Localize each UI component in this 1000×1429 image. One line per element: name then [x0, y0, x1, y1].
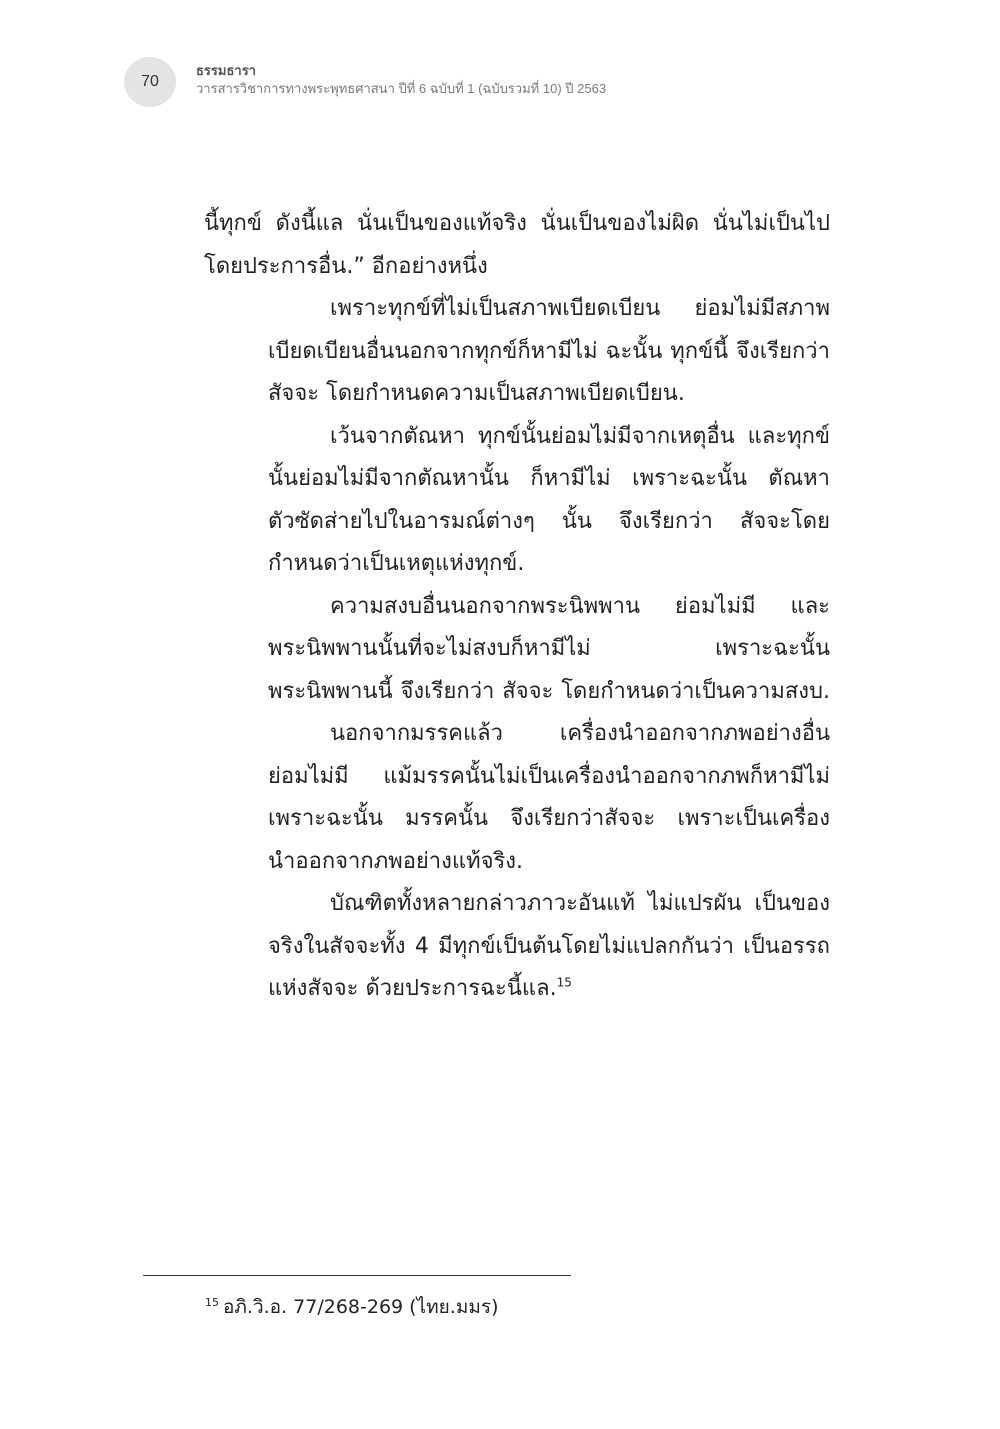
paragraph-line: กำหนดว่าเป็นเหตุแห่งทุกข์. — [268, 551, 525, 576]
paragraph-line: จริงในสัจจะทั้ง 4 มีทุกข์เป็นต้นโดยไม่แปลกกันว่า เป็นอรรถ — [268, 933, 830, 959]
paragraph-line: ความสงบอื่นนอกจากพระนิพพาน ย่อมไม่มี และ — [330, 593, 830, 619]
footnote — [205, 1293, 499, 1321]
paragraph-line: เบียดเบียนอื่นนอกจากทุกข์ก็หามีไม่ ฉะนั้น ทุกข์นี้ จึงเรียกว่า — [268, 338, 830, 364]
footnote-divider — [143, 1275, 571, 1276]
paragraph-line: พระนิพพานนี้ จึงเรียกว่า สัจจะ โดยกำหนดว่าเป็นความสงบ. — [268, 678, 830, 704]
body-text — [204, 203, 830, 1011]
paragraph-line-text: แห่งสัจจะ ด้วยประการฉะนี้แล. — [268, 976, 557, 1001]
paragraph-line: นอกจากมรรคแล้ว เครื่องนำออกจากภพอย่างอื่น — [330, 721, 830, 746]
paragraph-line: ตัวซัดส่ายไปในอารมณ์ต่างๆ นั้น จึงเรียกว่า สัจจะโดย — [268, 508, 830, 534]
paragraph-line: เพราะทุกข์ที่ไม่เป็นสภาพเบียดเบียน ย่อมไม่มีสภาพ — [330, 296, 830, 321]
paragraph-line: นำออกจากภพอย่างแท้จริง. — [268, 848, 524, 874]
paragraph-line-last — [268, 968, 830, 1011]
intro-line: นี้ทุกข์ ดังนี้แล นั่นเป็นของแท้จริง นั่นเป็นของไม่ผิด นั่นไม่เป็นไป — [204, 211, 830, 236]
footnote-text: อภิ.วิ.อ. 77/268-269 (ไทย.มมร) — [223, 1296, 499, 1318]
paragraph-line: บัณฑิตทั้งหลายกล่าวภาวะอันแท้ ไม่แปรผัน เป็นของ — [330, 891, 830, 916]
paragraph-line: สัจจะ โดยกำหนดความเป็นสภาพเบียดเบียน. — [268, 381, 685, 406]
footnote-number: 15 — [205, 1295, 219, 1309]
journal-name: ธรรมธารา — [196, 63, 256, 78]
paragraph-line: นั้นย่อมไม่มีจากตัณหานั้น ก็หามีไม่ เพราะฉะนั้น ตัณหา — [268, 466, 830, 491]
footnote-reference[interactable]: 15 — [556, 975, 572, 990]
running-header — [196, 62, 606, 98]
intro-line: โดยประการอื่น.” อีกอย่างหนึ่ง — [204, 253, 488, 279]
journal-issue: วารสารวิชาการทางพระพุทธศาสนา ปีที่ 6 ฉบับที่ 1 (ฉบับรวมที่ 10) ปี 2563 — [196, 81, 607, 96]
paragraph-line: เพราะฉะนั้น มรรคนั้น จึงเรียกว่าสัจจะ เพราะเป็นเครื่อง — [268, 806, 830, 831]
page-number-text: 70 — [141, 73, 159, 90]
quoted-block — [268, 288, 830, 1011]
paragraph-line: ย่อมไม่มี แม้มรรคนั้นไม่เป็นเครื่องนำออกจากภพก็หามีไม่ — [268, 763, 830, 789]
page-number — [124, 57, 176, 107]
paragraph-line: พระนิพพานนั้นที่จะไม่สงบก็หามีไม่ เพราะฉะนั้น — [268, 636, 830, 661]
paragraph-line: เว้นจากตัณหา ทุกข์นั้นย่อมไม่มีจากเหตุอื่น และทุกข์ — [330, 423, 830, 449]
